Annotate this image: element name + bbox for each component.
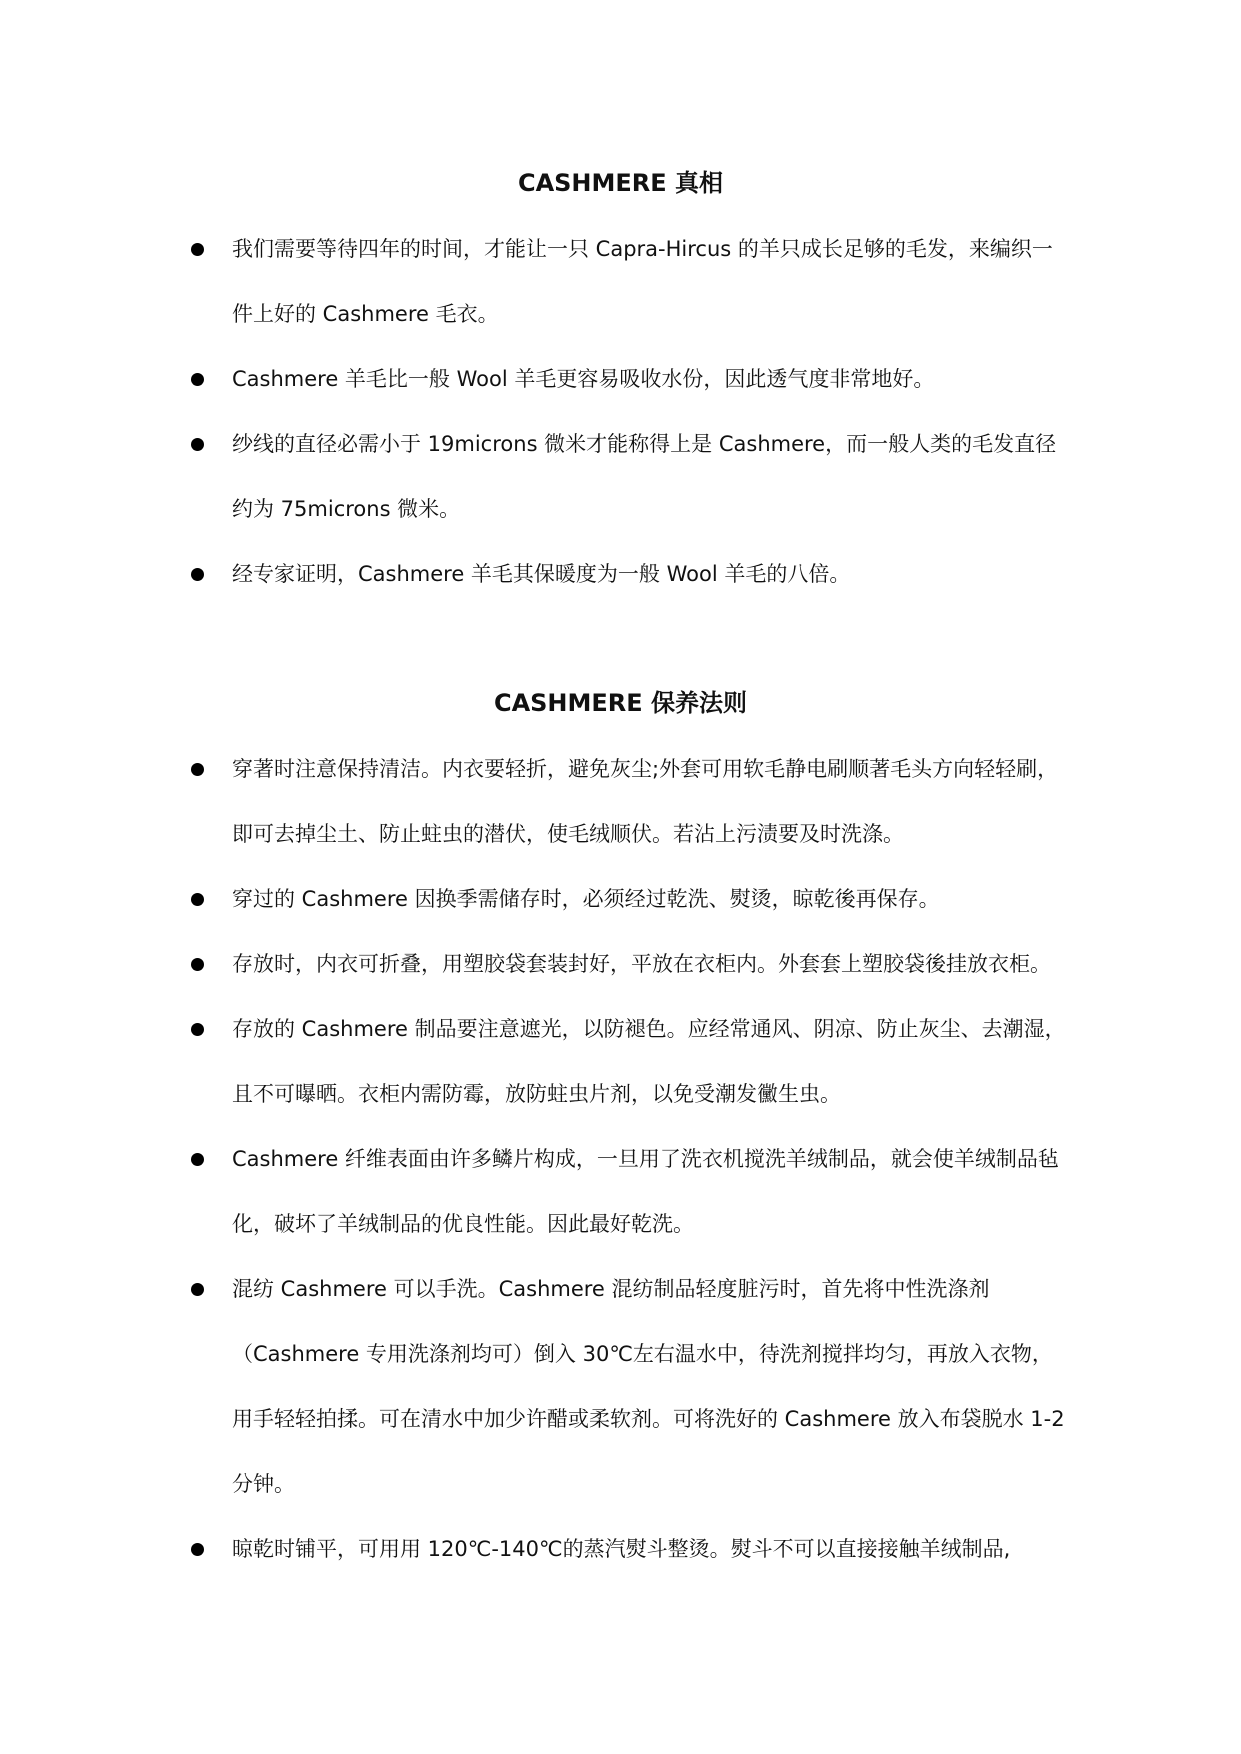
list-item-text: 穿著时注意保持清洁。内衣要轻折，避免灰尘;外套可用软毛静电刷顺著毛头方向轻轻刷，即可去掉尘土、防止蛀虫的潜伏，使毛绒顺伏。若沾上污渍要及时洗涤。 <box>232 757 1059 846</box>
list-item-text: 混纺 Cashmere 可以手洗。Cashmere 混纺制品轻度脏污时，首先将中性洗涤剂（Cashmere 专用洗涤剂均可）倒入 30℃左右温水中，待洗剂搅拌均匀，再放入衣物，用手轻轻拍揉。可在清水中加少许醋或柔软剂。可将洗好的 Cashmere 放入布袋脱水 1-2 分钟。 <box>232 1277 1065 1496</box>
list-item <box>0 412 1241 542</box>
bullet-icon <box>191 763 204 776</box>
list-item-text: 穿过的 Cashmere 因换季需储存时，必须经过乾洗、熨烫，晾乾後再保存。 <box>232 887 940 911</box>
bullet-icon <box>191 243 204 256</box>
list-item <box>0 867 1241 932</box>
section-heading-care: CASHMERE 保养法则 <box>493 689 748 717</box>
list-item <box>0 737 1241 867</box>
cashmere-care-section <box>0 680 1241 1582</box>
list-item-text: 我们需要等待四年的时间，才能让一只 Capra-Hircus 的羊只成长足够的毛发，来编织一件上好的 Cashmere 毛衣。 <box>232 237 1053 326</box>
section-heading-facts: CASHMERE 真相 <box>517 169 724 197</box>
list-item-text: 纱线的直径必需小于 19microns 微米才能称得上是 Cashmere，而一般人类的毛发直径约为 75microns 微米。 <box>232 432 1057 521</box>
care-list <box>0 737 1241 1582</box>
list-item-text: 经专家证明，Cashmere 羊毛其保暖度为一般 Wool 羊毛的八倍。 <box>232 562 851 586</box>
bullet-icon <box>191 893 204 906</box>
facts-list <box>0 217 1241 607</box>
bullet-icon <box>191 568 204 581</box>
list-item-text: 存放的 Cashmere 制品要注意遮光，以防褪色。应经常通风、阴凉、防止灰尘、去潮湿，且不可曝晒。衣柜内需防霉，放防蛀虫片剂，以免受潮发黴生虫。 <box>232 1017 1066 1106</box>
list-item-text: Cashmere 纤维表面由许多鳞片构成，一旦用了洗衣机搅洗羊绒制品，就会使羊绒制品毡化，破坏了羊绒制品的优良性能。因此最好乾洗。 <box>232 1147 1059 1236</box>
cashmere-facts-section <box>0 160 1241 607</box>
list-item <box>0 542 1241 607</box>
bullet-icon <box>191 1283 204 1296</box>
bullet-icon <box>191 438 204 451</box>
list-item <box>0 217 1241 347</box>
bullet-icon <box>191 1153 204 1166</box>
list-item <box>0 1127 1241 1257</box>
bullet-icon <box>191 373 204 386</box>
bullet-icon <box>191 1023 204 1036</box>
list-item <box>0 1257 1241 1517</box>
list-item <box>0 347 1241 412</box>
list-item-text: Cashmere 羊毛比一般 Wool 羊毛更容易吸收水份，因此透气度非常地好。 <box>232 367 935 391</box>
list-item <box>0 932 1241 997</box>
list-item <box>0 1517 1241 1582</box>
bullet-icon <box>191 1543 204 1556</box>
list-item <box>0 997 1241 1127</box>
list-item-text: 存放时，内衣可折叠，用塑胶袋套装封好，平放在衣柜内。外套套上塑胶袋後挂放衣柜。 <box>232 952 1051 976</box>
bullet-icon <box>191 958 204 971</box>
list-item-text: 晾乾时铺平，可用用 120℃-140℃的蒸汽熨斗整烫。熨斗不可以直接接触羊绒制品, <box>232 1537 1011 1561</box>
